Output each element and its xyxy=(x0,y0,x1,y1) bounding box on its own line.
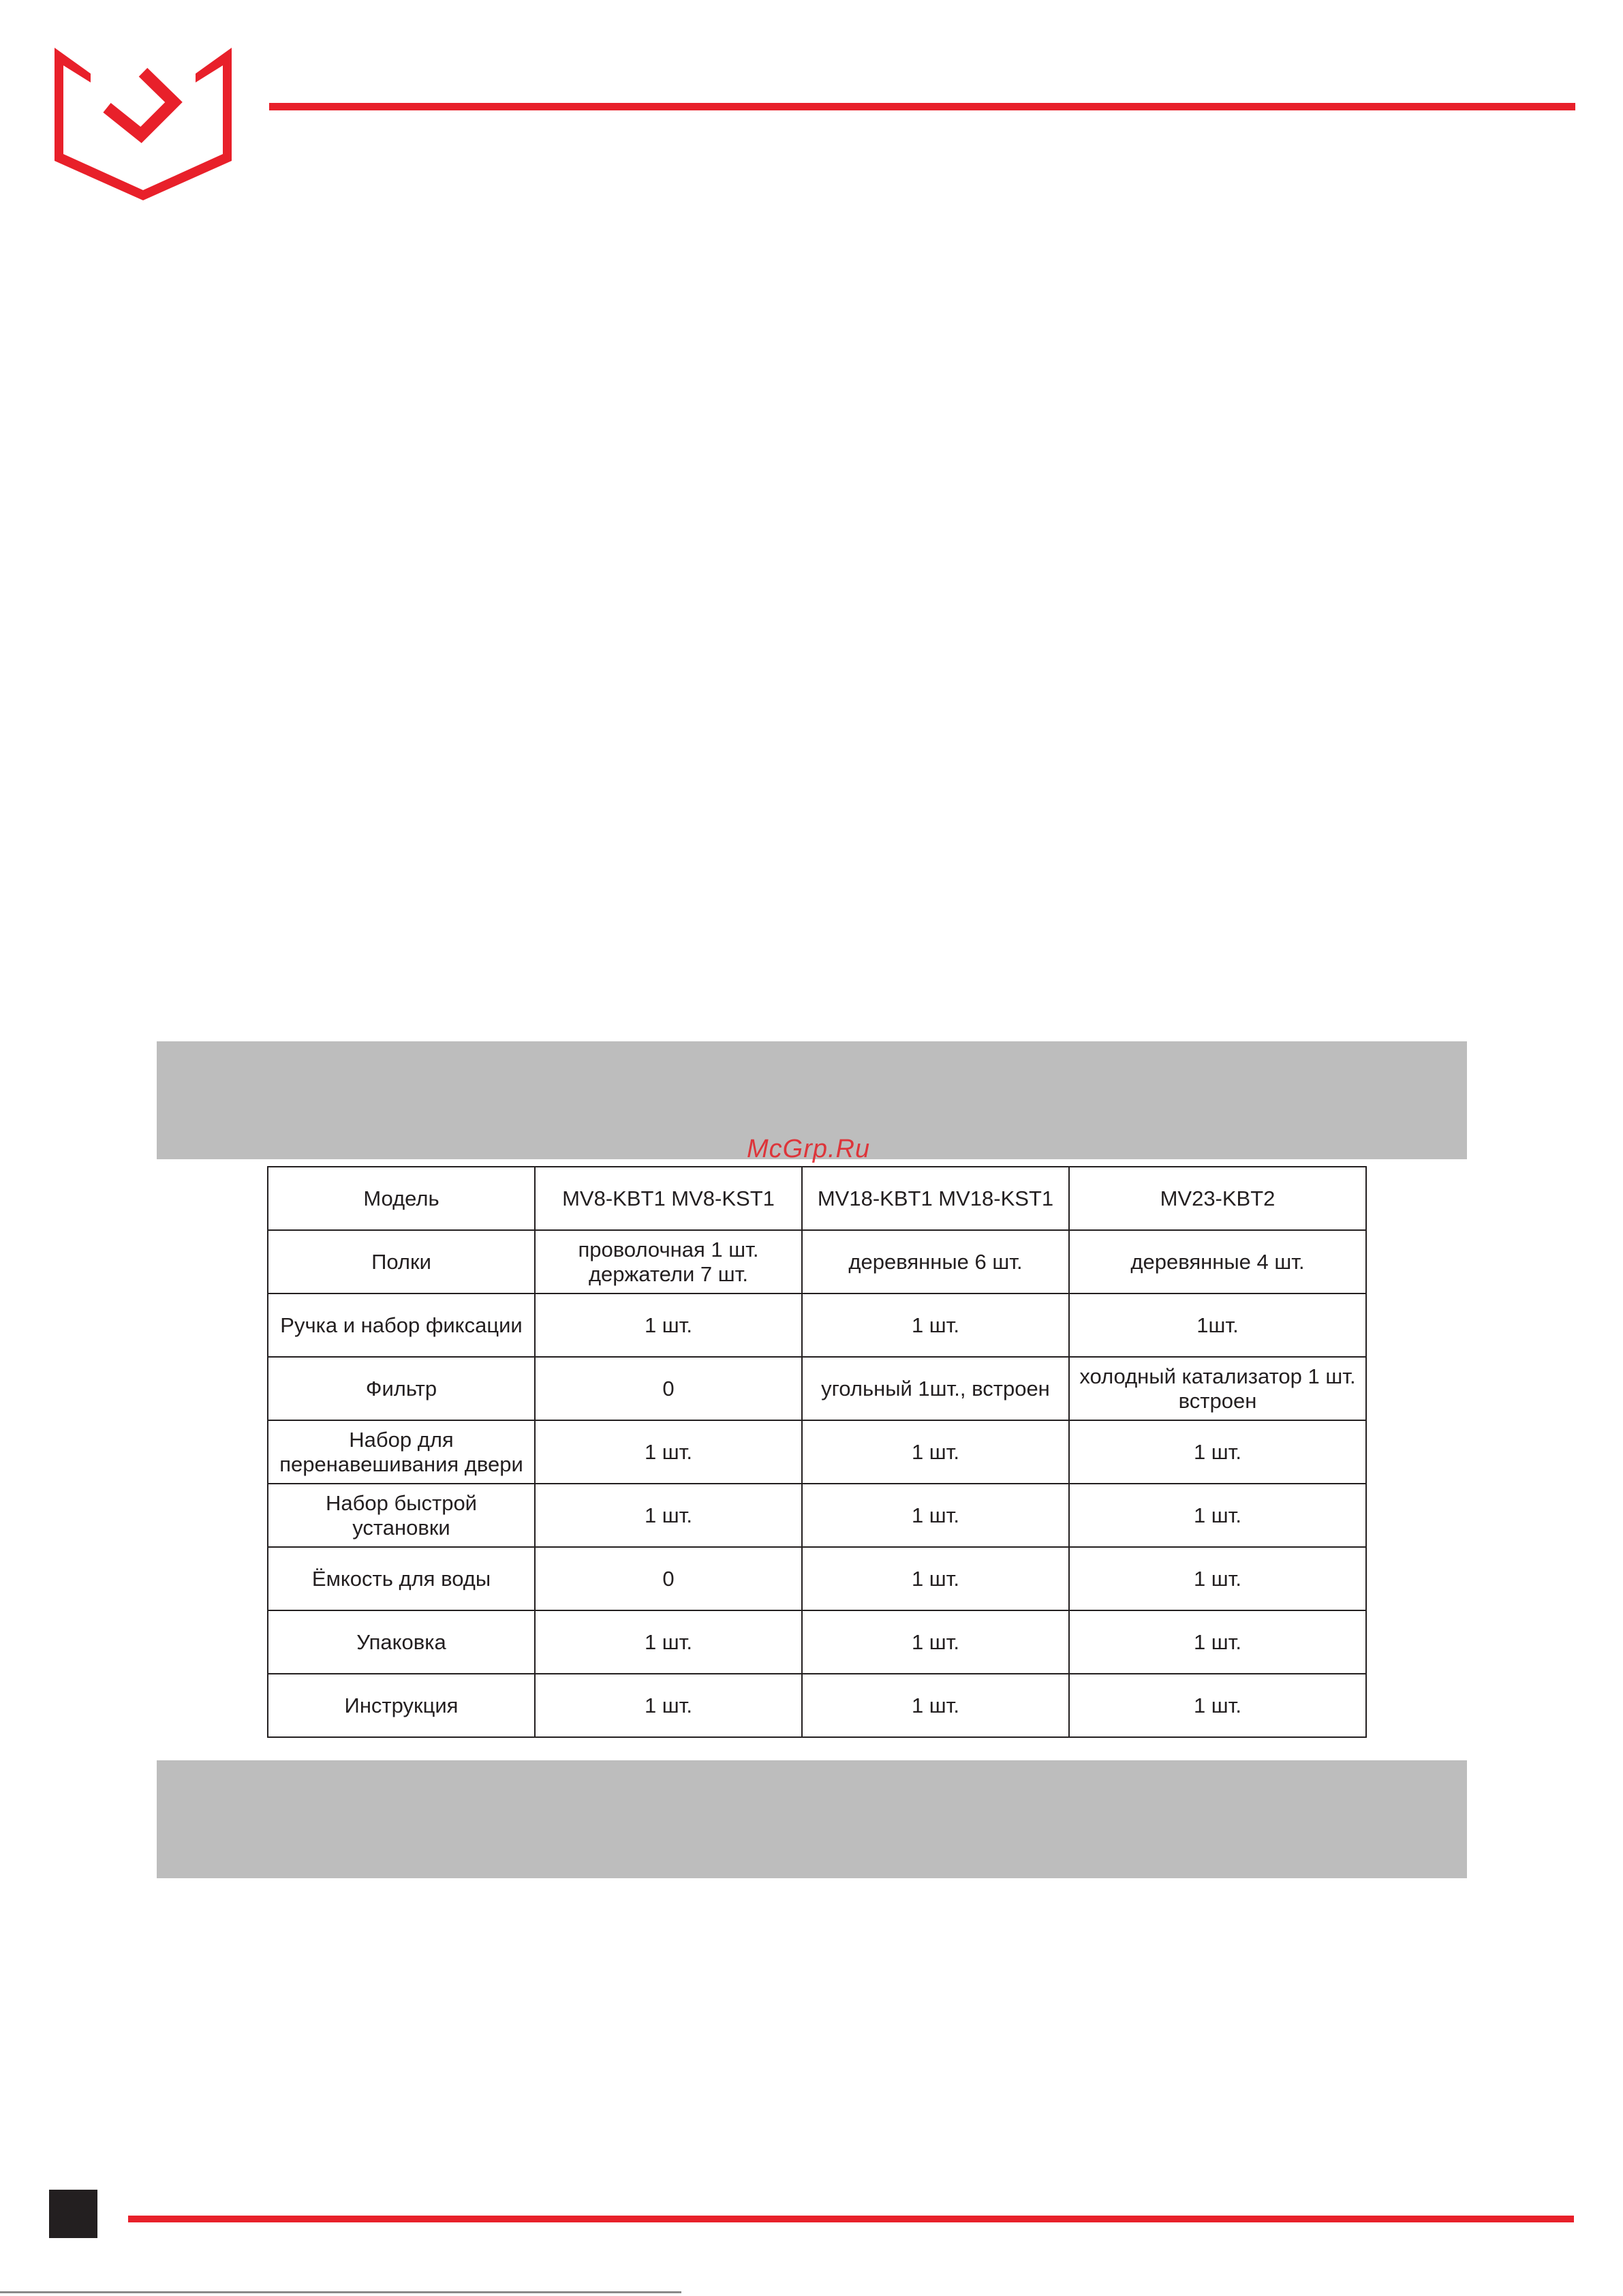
table-cell: 1 шт. xyxy=(802,1484,1069,1547)
spec-table xyxy=(267,1166,1367,1738)
table-row xyxy=(268,1674,1366,1737)
header-rule xyxy=(269,103,1575,110)
table-cell: 1 шт. xyxy=(802,1294,1069,1357)
table-cell: MV18-KBT1 MV18-KST1 xyxy=(802,1167,1069,1230)
table-cell: MV8-KBT1 MV8-KST1 xyxy=(535,1167,802,1230)
watermark-text: McGrp.Ru xyxy=(747,1135,871,1163)
table-cell: 1 шт. xyxy=(802,1674,1069,1737)
table-row xyxy=(268,1357,1366,1420)
table-cell: деревянные 4 шт. xyxy=(1069,1230,1366,1294)
table-cell: проволочная 1 шт. держатели 7 шт. xyxy=(535,1230,802,1294)
table-cell: 1 шт. xyxy=(535,1610,802,1674)
table-row xyxy=(268,1484,1366,1547)
footer-rule xyxy=(128,2216,1574,2222)
page-edge-line xyxy=(0,2291,681,2293)
table-cell: MV23-KBT2 xyxy=(1069,1167,1366,1230)
table-cell: 1 шт. xyxy=(535,1294,802,1357)
table-row xyxy=(268,1610,1366,1674)
table-cell: угольный 1шт., встроен xyxy=(802,1357,1069,1420)
page-number-marker xyxy=(49,2190,97,2238)
table-cell: Набор быстрой установки xyxy=(268,1484,535,1547)
table-cell: 1 шт. xyxy=(802,1547,1069,1610)
table-row xyxy=(268,1167,1366,1230)
table-row xyxy=(268,1294,1366,1357)
table-cell: 1 шт. xyxy=(535,1484,802,1547)
table-row xyxy=(268,1547,1366,1610)
table-cell: холодный катализатор 1 шт. встроен xyxy=(1069,1357,1366,1420)
table-cell: 0 xyxy=(535,1547,802,1610)
table-cell: Модель xyxy=(268,1167,535,1230)
table-cell: 1 шт. xyxy=(1069,1484,1366,1547)
table-cell: 1 шт. xyxy=(535,1420,802,1484)
table-cell: 1 шт. xyxy=(802,1610,1069,1674)
table-cell: Полки xyxy=(268,1230,535,1294)
table-cell: Ёмкость для воды xyxy=(268,1547,535,1610)
table-cell: Фильтр xyxy=(268,1357,535,1420)
table-cell: 1шт. xyxy=(1069,1294,1366,1357)
table-cell: 1 шт. xyxy=(1069,1547,1366,1610)
table-cell: 0 xyxy=(535,1357,802,1420)
table-cell: Набор для перенавешивания двери xyxy=(268,1420,535,1484)
table-row xyxy=(268,1420,1366,1484)
table-cell: 1 шт. xyxy=(535,1674,802,1737)
table-cell: деревянные 6 шт. xyxy=(802,1230,1069,1294)
table-cell: Упаковка xyxy=(268,1610,535,1674)
section-band-bottom xyxy=(157,1760,1467,1878)
table-cell: 1 шт. xyxy=(1069,1420,1366,1484)
table-cell: 1 шт. xyxy=(1069,1610,1366,1674)
table-cell: Ручка и набор фиксации xyxy=(268,1294,535,1357)
table-cell: 1 шт. xyxy=(1069,1674,1366,1737)
table-row xyxy=(268,1230,1366,1294)
table-cell: 1 шт. xyxy=(802,1420,1069,1484)
brand-logo-icon xyxy=(51,40,235,200)
table-cell: Инструкция xyxy=(268,1674,535,1737)
